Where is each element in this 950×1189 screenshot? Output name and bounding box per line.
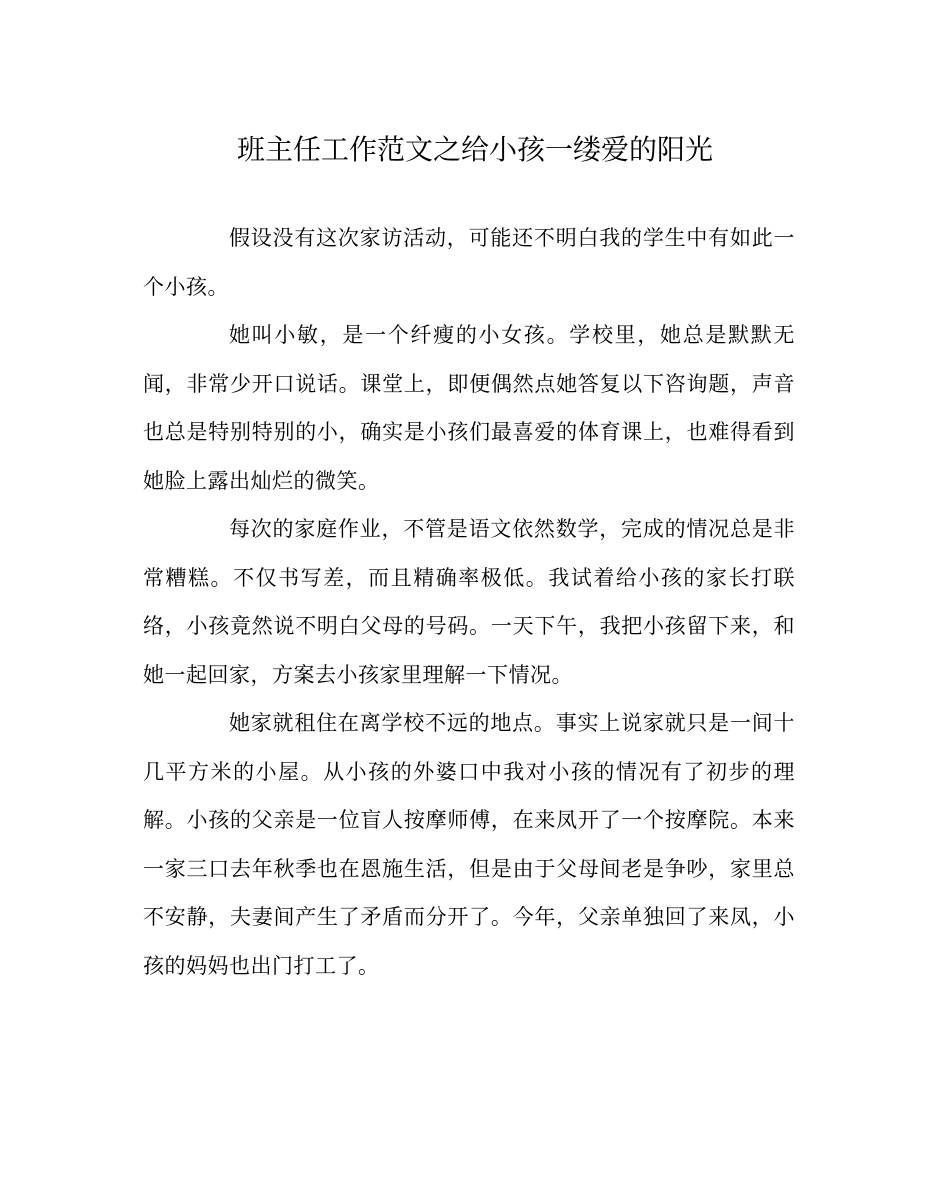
paragraph: 她叫小敏，是一个纤瘦的小女孩。学校里，她总是默默无闻，非常少开口说话。课堂上，即便偶然点她答复以下咨询题，声音也总是特别特别的小，确实是小孩们最喜爱的体育课上，也难得看到她脸上露出灿烂的微笑。 bbox=[143, 323, 795, 493]
document-body bbox=[143, 214, 795, 990]
paragraph: 她家就租住在离学校不远的地点。事实上说家就只是一间十几平方米的小屋。从小孩的外婆口中我对小孩的情况有了初步的理解。小孩的父亲是一位盲人按摩师傅，在来凤开了一个按摩院。本来一家三口去年秋季也在恩施生活，但是由于父母间老是争吵，家里总不安静，夫妻间产生了矛盾而分开了。今年，父亲单独回了来凤，小孩的妈妈也出门打工了。 bbox=[143, 711, 795, 978]
document-title: 班主任工作范文之给小孩一缕爱的阳光 bbox=[236, 133, 713, 166]
paragraph: 假设没有这次家访活动，可能还不明白我的学生中有如此一个小孩。 bbox=[143, 226, 795, 299]
paragraph: 每次的家庭作业，不管是语文依然数学，完成的情况总是非常糟糕。不仅书写差，而且精确率极低。我试着给小孩的家长打联络，小孩竟然说不明白父母的号码。一天下午，我把小孩留下来，和她一起回家，方案去小孩家里理解一下情况。 bbox=[143, 517, 795, 687]
